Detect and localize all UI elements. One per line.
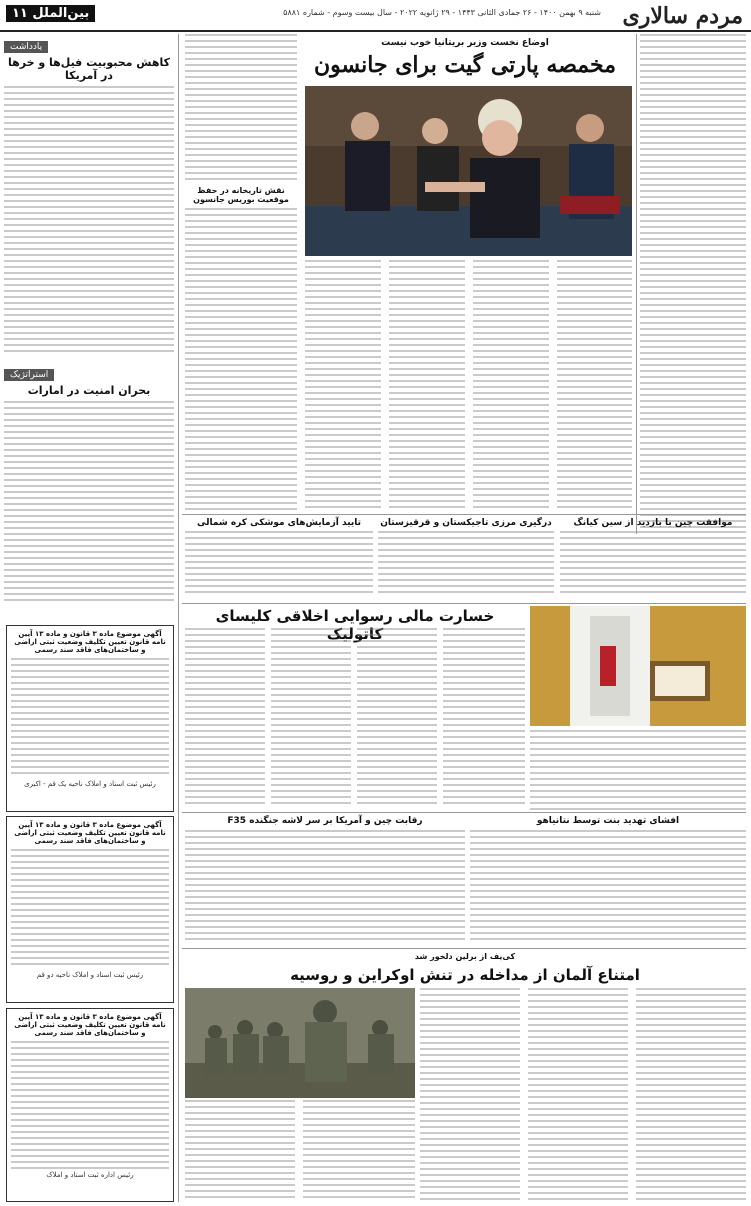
ad-body — [7, 1041, 173, 1169]
row2-title: درگیری مرزی تاجیکستان و قرقیزستان — [380, 518, 552, 528]
bottom-article-photo — [185, 988, 415, 1098]
row-divider — [182, 812, 746, 813]
date-line: شنبه ۹ بهمن ۱۴۰۰ - ۲۶ جمادی الثانی ۱۴۴۳ - ۲۹ ژانویه ۲۰۲۲ - سال بیست وسوم - شماره ۵۸۸۱ — [283, 8, 601, 17]
row2-article — [378, 518, 554, 600]
main-article-body-col — [473, 260, 549, 510]
ad-footer: رئیس ثبت اسناد و املاک ناحیه دو قم — [36, 971, 144, 979]
catholic-body-right-text — [530, 730, 746, 810]
sub-article-text — [185, 208, 297, 510]
main-article-body — [305, 260, 632, 510]
left-tag-1: یادداشت — [4, 41, 48, 53]
bottom-body-col — [185, 1100, 295, 1200]
ad-body — [7, 849, 173, 969]
catholic-body-col — [185, 628, 265, 808]
catholic-article-title: خسارت مالی رسوایی اخلاقی کلیسای کاتولیک — [215, 607, 495, 643]
left-article-1-body — [4, 86, 174, 356]
row-divider — [182, 603, 746, 604]
main-article-body-col — [389, 260, 465, 510]
section-label — [6, 5, 95, 22]
bottom-body-col — [420, 988, 520, 1200]
ad-title: آگهی موضوع ماده ۳ قانون و ماده ۱۳ آیین نامه قانون تعیین تکلیف وضعیت ثبتی اراضی و ساختمان‌های فاقد سند رسمی — [14, 1013, 166, 1037]
bottom-body-col — [303, 1100, 415, 1200]
right-column — [640, 34, 746, 530]
bottom-article-kicker: کی‌یف از برلین دلخور شد — [414, 952, 516, 961]
masthead — [0, 0, 751, 32]
main-article-body-col — [557, 260, 632, 510]
row2-article — [185, 518, 373, 600]
clergy-photo-illustration — [530, 606, 746, 726]
row2-body — [378, 531, 554, 597]
row2-body — [185, 531, 373, 597]
continuation-text — [185, 34, 297, 184]
row4-title: افشای تهدید بنت توسط نتانیاهو — [536, 816, 680, 826]
catholic-article-photo — [530, 606, 746, 726]
row2-title: موافقت چین با بازدید از سین کیانگ — [573, 518, 733, 528]
main-article-body-col — [305, 260, 381, 510]
main-article-kicker: اوضاع نخست وزیر بریتانیا خوب نیست — [381, 38, 549, 48]
left-article-2-title: بحران امنیت در امارات — [27, 384, 151, 397]
parliament-photo-illustration — [305, 86, 632, 256]
bottom-body-col — [636, 988, 746, 1200]
left-article-1-title: کاهش محبوبیت فیل‌ها و خرها در آمریکا — [7, 56, 171, 82]
ad-footer: رئیس اداره ثبت اسناد و املاک — [46, 1171, 134, 1179]
left-article-2-body — [4, 401, 174, 601]
column-divider — [636, 34, 637, 534]
bottom-article-body — [420, 988, 746, 1200]
row4-body — [185, 830, 465, 940]
row4-article — [470, 816, 746, 944]
soldiers-photo-illustration — [185, 988, 415, 1098]
column-divider — [178, 34, 179, 1202]
sub-article-title: نقش تاریخانه در حفظ موقعیت بوریس جانسون — [193, 186, 289, 204]
page-number: ۱۱ — [12, 6, 28, 21]
legal-notice-ad — [6, 625, 174, 812]
catholic-body-col — [443, 628, 525, 808]
legal-notice-ad — [6, 816, 174, 1003]
ad-body — [7, 658, 173, 778]
bottom-article-title: امتناع آلمان از مداخله در تنش اوکراین و روسیه — [290, 966, 640, 984]
main-article-photo — [305, 86, 632, 256]
catholic-body-col — [271, 628, 351, 808]
main-article-continuation — [185, 34, 297, 184]
sub-article-body — [185, 208, 297, 510]
ad-title: آگهی موضوع ماده ۳ قانون و ماده ۱۳ آیین نامه قانون تعیین تکلیف وضعیت ثبتی اراضی و ساختمان‌های فاقد سند رسمی — [14, 821, 166, 845]
main-article-title: مخمصه پارتی گیت برای جانسون — [313, 52, 616, 78]
catholic-body-col — [357, 628, 437, 808]
right-column-text — [640, 34, 746, 530]
bottom-body-col — [528, 988, 628, 1200]
row4-body — [470, 830, 746, 940]
row-divider — [182, 948, 746, 949]
row2-title: تایید آزمایش‌های موشکی کره شمالی — [196, 518, 362, 528]
newspaper-logo: مردم سالاری — [622, 3, 743, 29]
bottom-article-body-left — [185, 1100, 415, 1200]
ad-title: آگهی موضوع ماده ۳ قانون و ماده ۱۳ آیین نامه قانون تعیین تکلیف وضعیت ثبتی اراضی و ساختمان‌های فاقد سند رسمی — [14, 630, 166, 654]
row-divider — [182, 514, 746, 515]
legal-notice-ad — [6, 1008, 174, 1202]
catholic-article-body-right — [530, 730, 746, 810]
row2-article — [560, 518, 746, 600]
row4-article — [185, 816, 465, 944]
ad-footer: رئیس ثبت اسناد و املاک ناحیه یک قم - اکبری — [24, 780, 156, 788]
section-name: بین‌الملل — [32, 6, 90, 21]
catholic-article-body — [185, 628, 525, 808]
left-tag-2: استراتژیک — [4, 369, 54, 381]
row2-body — [560, 531, 746, 597]
row4-title: رقابت چین و آمریکا بر سر لاشه جنگنده F35 — [227, 816, 423, 826]
